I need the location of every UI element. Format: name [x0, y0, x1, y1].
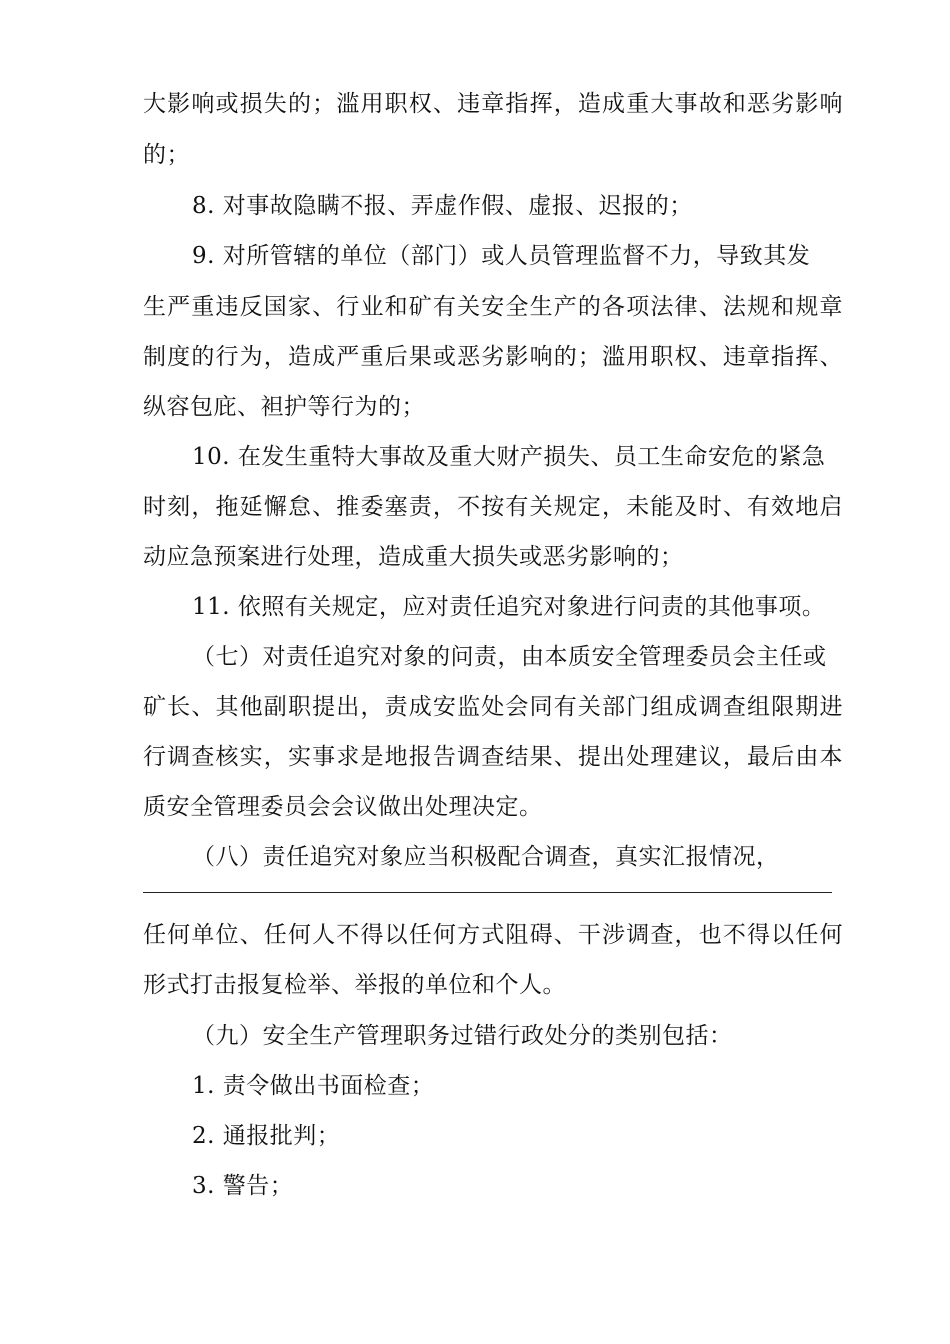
page-divider: [143, 892, 832, 893]
paragraph-line: 形式打击报复检举、举报的单位和个人。: [143, 972, 566, 998]
list-item-11: 11. 依照有关规定，应对责任追究对象进行问责的其他事项。: [192, 594, 826, 620]
list-item-10: 10. 在发生重特大事故及重大财产损失、员工生命安危的紧急: [192, 444, 826, 470]
list-item-2: 2. 通报批判；: [192, 1123, 341, 1149]
paragraph-line: 大影响或损失的；滥用职权、违章指挥，造成重大事故和恶劣影响: [143, 91, 843, 117]
paragraph-line: 纵容包庇、袒护等行为的；: [143, 394, 425, 420]
section-9-heading: （九）安全生产管理职务过错行政处分的类别包括：: [192, 1023, 733, 1049]
paragraph-line: 矿长、其他副职提出，责成安监处会同有关部门组成调查组限期进: [143, 694, 843, 720]
paragraph-line: 动应急预案进行处理，造成重大损失或恶劣影响的；: [143, 544, 684, 570]
section-7-paragraph: （七）对责任追究对象的问责，由本质安全管理委员会主任或: [192, 644, 827, 670]
list-item-3: 3. 警告；: [192, 1173, 294, 1199]
paragraph-line: 时刻，拖延懈怠、推委塞责，不按有关规定，未能及时、有效地启: [143, 494, 843, 520]
paragraph-line: 制度的行为，造成严重后果或恶劣影响的；滥用职权、违章指挥、: [143, 344, 843, 370]
paragraph-line: 质安全管理委员会会议做出处理决定。: [143, 794, 543, 820]
list-item-1: 1. 责令做出书面检查；: [192, 1073, 435, 1099]
paragraph-line: 的；: [143, 142, 190, 168]
paragraph-line: 任何单位、任何人不得以任何方式阻碍、干涉调查，也不得以任何: [143, 922, 843, 948]
list-item-8: 8. 对事故隐瞒不报、弄虚作假、虚报、迟报的；: [192, 193, 693, 219]
list-item-9: 9. 对所管辖的单位（部门）或人员管理监督不力，导致其发: [192, 243, 811, 269]
paragraph-line: 行调查核实，实事求是地报告调查结果、提出处理建议，最后由本: [143, 744, 843, 770]
paragraph-line: 生严重违反国家、行业和矿有关安全生产的各项法律、法规和规章: [143, 294, 843, 320]
section-8-paragraph: （八）责任追究对象应当积极配合调查，真实汇报情况，: [192, 844, 780, 870]
